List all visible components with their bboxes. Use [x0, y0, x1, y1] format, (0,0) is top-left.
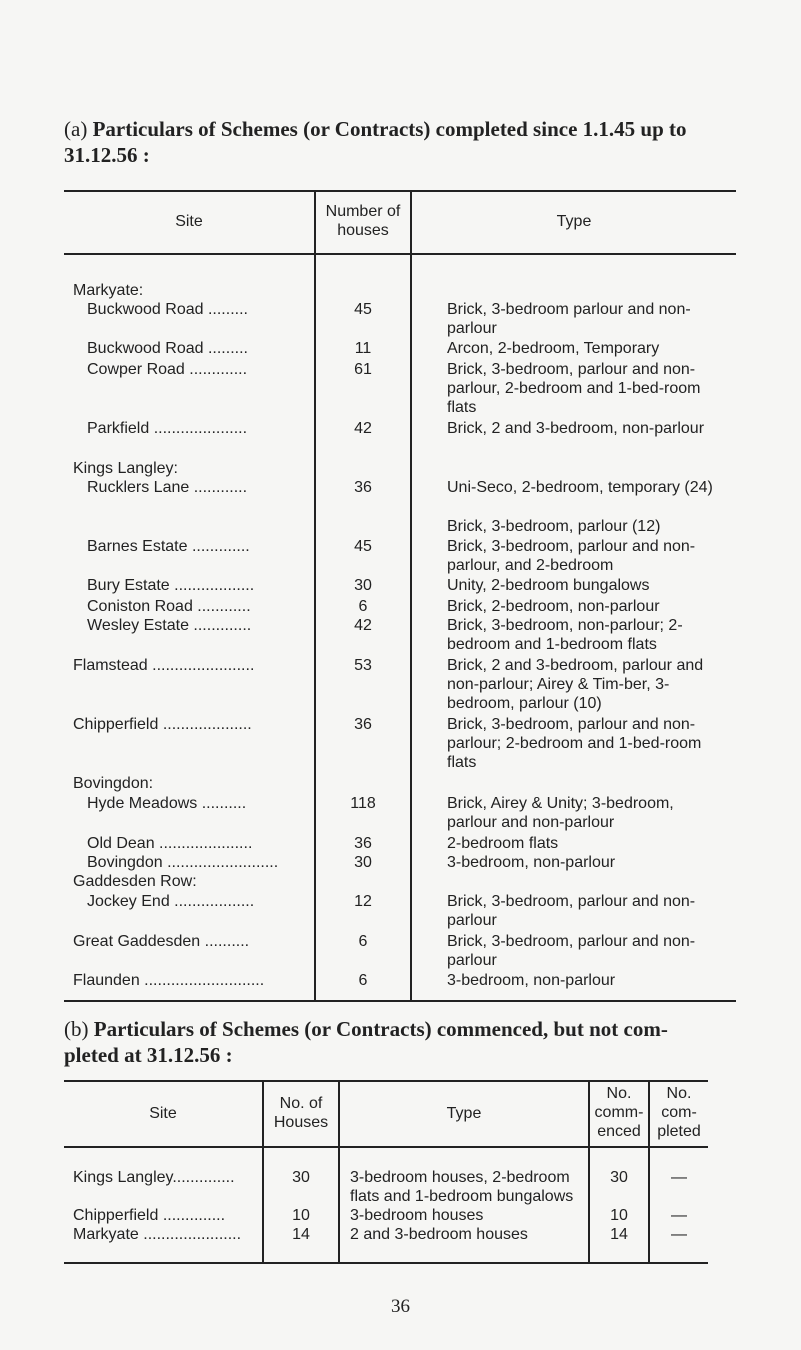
table-row-number: 118 [350, 794, 376, 812]
table-row-type: Brick, 3-bedroom, parlour and non-parlour; 2-bedroom and 1-bed-room flats [447, 716, 702, 772]
table-row-site: Cowper Road ............. [87, 360, 248, 378]
table-row-site: Buckwood Road ......... [87, 340, 248, 358]
table-row-type: 3-bedroom, non-parlour [447, 972, 616, 990]
table-row-houses: 30 [292, 1169, 310, 1186]
section-b-title-line1: Particulars of Schemes (or Contracts) commenced, but not com- [93, 1017, 668, 1041]
table-row-type: Brick, 3-bedroom, parlour and non-parlour, 2-bedroom and 1-bed-room flats [447, 360, 701, 416]
table-row-type: 3-bedroom houses, 2-bedroom flats and 1-bedroom bungalows [350, 1169, 574, 1205]
group-heading: Bovingdon: [73, 775, 154, 793]
table-row-number: 53 [354, 656, 372, 674]
table-row-site: Hyde Meadows .......... [87, 794, 247, 812]
table-row-number: 42 [354, 616, 372, 634]
table-row-number: 36 [354, 716, 372, 734]
table-b-header-commenced: No. comm-enced [594, 1085, 644, 1140]
table-row-type: Arcon, 2-bedroom, Temporary [447, 340, 660, 358]
table-row-site: Bovingdon ......................... [87, 853, 279, 871]
table-b-header-type: Type [446, 1105, 482, 1122]
group-heading: Markyate: [73, 281, 144, 299]
table-row-type: Brick, 3-bedroom parlour and non-parlour [447, 301, 691, 338]
table-a-header-site: Site [175, 213, 203, 231]
table-row-number: 11 [354, 340, 372, 358]
table-row-type: Unity, 2-bedroom bungalows [447, 577, 650, 595]
table-row-type: 3-bedroom, non-parlour [447, 853, 616, 871]
table-row-houses: 10 [292, 1207, 310, 1224]
table-row-site: Kings Langley.............. [73, 1169, 235, 1186]
section-b-heading [64, 1016, 744, 1068]
table-row-site: Coniston Road ............ [87, 597, 251, 615]
section-a-title-line1: Particulars of Schemes (or Contracts) completed since 1.1.45 up to [92, 117, 687, 141]
table-row-type: 3-bedroom houses [350, 1207, 484, 1224]
table-row-site: Barnes Estate ............. [87, 538, 250, 556]
table-row-site: Great Gaddesden .......... [73, 932, 250, 950]
table-row-commenced: 14 [610, 1226, 628, 1243]
group-heading: Gaddesden Row: [73, 873, 197, 891]
table-row-site: Chipperfield .................... [73, 716, 252, 734]
table-b-header-rule [64, 1146, 708, 1148]
table-row-type: Brick, 3-bedroom, parlour and non-parlour [447, 892, 696, 929]
table-row-site: Wesley Estate ............. [87, 616, 252, 634]
table-row-completed: — [671, 1207, 687, 1224]
table-row-number: 30 [354, 853, 372, 871]
table-row-type: Brick, Airey & Unity; 3-bedroom, parlour and non-parlour [447, 794, 674, 831]
table-row-type: 2-bedroom flats [447, 834, 559, 852]
table-row-completed: — [671, 1226, 687, 1243]
table-row-type: Brick, 2 and 3-bedroom, non-parlour [447, 419, 705, 437]
table-row-number: 45 [354, 538, 372, 556]
table-row-site: Jockey End .................. [87, 892, 255, 910]
table-row-number: 36 [354, 479, 372, 497]
table-row-site: Flaunden ........................... [73, 972, 265, 990]
table-a-top-rule [64, 190, 736, 192]
table-row-number: 6 [358, 597, 368, 615]
table-row-site: Chipperfield .............. [73, 1207, 226, 1224]
table-b-header-site: Site [149, 1105, 177, 1122]
table-row-number: 30 [354, 577, 372, 595]
table-row-site: Bury Estate .................. [87, 577, 255, 595]
table-b-top-rule [64, 1080, 708, 1082]
table-row-type-extra: Brick, 3-bedroom, parlour (12) [447, 517, 661, 535]
table-row-type: Brick, 2-bedroom, non-parlour [447, 597, 660, 615]
table-a-header-type: Type [556, 213, 592, 231]
table-row-commenced: 30 [610, 1169, 628, 1186]
section-a-heading [64, 116, 744, 168]
page-number: 36 [391, 1296, 410, 1317]
table-row-number: 12 [354, 892, 372, 910]
table-a-header-rule [64, 253, 736, 255]
table-row-number: 42 [354, 419, 372, 437]
table-row-type: Brick, 3-bedroom, parlour and non-parlour, and 2-bedroom [447, 538, 696, 575]
section-b-label: (b) [64, 1017, 89, 1041]
section-a-title-line2: 31.12.56 : [64, 143, 150, 167]
table-row-number: 61 [354, 360, 372, 378]
table-row-site: Parkfield ..................... [87, 419, 248, 437]
group-heading: Kings Langley: [73, 459, 178, 477]
table-row-number: 6 [358, 972, 368, 990]
table-row-type: 2 and 3-bedroom houses [350, 1226, 528, 1243]
table-a-bottom-rule [64, 1000, 736, 1002]
table-row-houses: 14 [292, 1226, 310, 1243]
section-a-label: (a) [64, 117, 88, 141]
table-b-bottom-rule [64, 1262, 708, 1264]
table-row-number: 6 [358, 932, 368, 950]
table-row-type: Brick, 3-bedroom, non-parlour; 2-bedroom and 1-bedroom flats [447, 616, 683, 653]
table-b-header-houses: No. of Houses [273, 1095, 329, 1131]
table-row-type: Brick, 3-bedroom, parlour and non-parlour [447, 932, 696, 969]
table-row-site: Buckwood Road ......... [87, 301, 248, 319]
section-b-title-line2: pleted at 31.12.56 : [64, 1043, 233, 1067]
table-row-site: Rucklers Lane ............ [87, 479, 248, 497]
table-row-number: 36 [354, 834, 372, 852]
table-row-commenced: 10 [610, 1207, 628, 1224]
table-row-site: Flamstead ....................... [73, 656, 255, 674]
table-a-header-number: Number of houses [325, 203, 401, 240]
table-row-completed: — [671, 1169, 687, 1186]
table-row-type: Brick, 2 and 3-bedroom, parlour and non-parlour; Airey & Tim-ber, 3-bedroom, parlour (10) [447, 656, 704, 712]
table-row-site: Markyate ...................... [73, 1226, 242, 1243]
table-a-col-divider-2 [410, 190, 412, 1000]
table-row-number: 45 [354, 301, 372, 319]
table-row-type: Uni-Seco, 2-bedroom, temporary (24) [447, 479, 713, 497]
table-row-site: Old Dean ..................... [87, 834, 253, 852]
table-b-header-completed: No. com-pleted [657, 1085, 701, 1140]
